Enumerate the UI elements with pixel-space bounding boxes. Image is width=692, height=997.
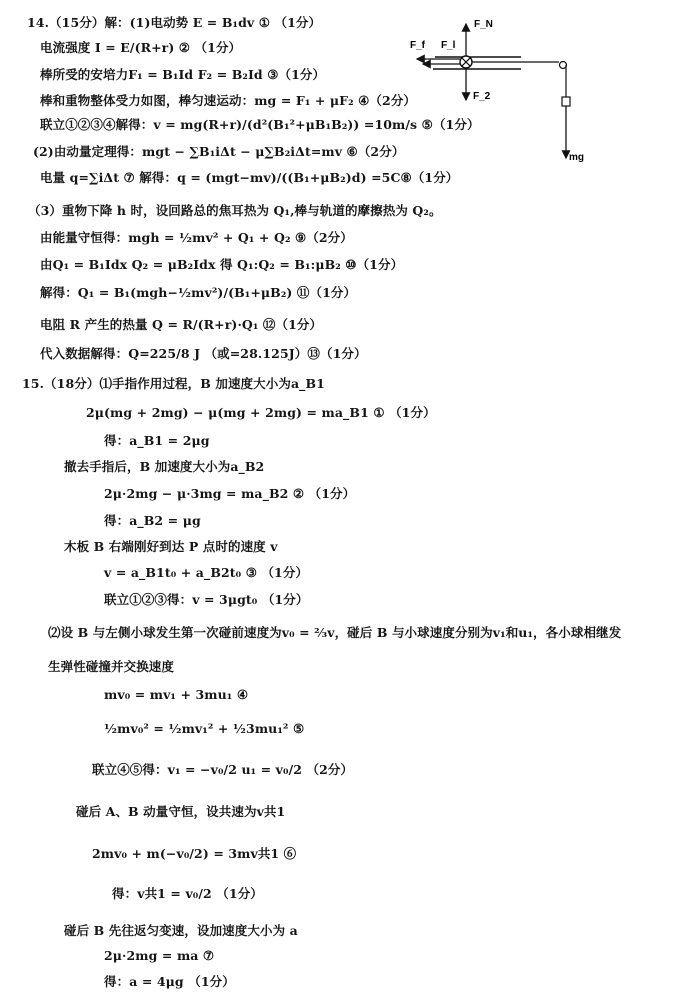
line-16: 得：a_B1 = 2μg [104,433,210,448]
line-4: 棒和重物整体受力如图，棒匀速运动：mg = F₁ + μF₂ ④（2分） [40,93,417,108]
line-13: 代入数据解得：Q=225/8 J （或=28.125J）⑬（1分） [40,346,367,361]
line-27: 联立④⑤得：v₁ = −v₀/2 u₁ = v₀/2 （2分） [92,762,354,777]
line-32: 2μ·2mg = ma ⑦ [104,948,215,963]
line-12: 电阻 R 产生的热量 Q = R/(R+r)·Q₁ ⑫（1分） [40,317,323,332]
hanging-weight [562,97,570,106]
line-14: 15.（18分）⑴手指作用过程，B 加速度大小为a_B1 [22,376,325,391]
line-23: ⑵设 B 与左侧小球发生第一次碰前速度为v₀ = ⅔v，碰后 B 与小球速度分别为v₁和u₁，各小球相继发 [48,625,622,640]
line-21: v = a_B1t₀ + a_B2t₀ ③ （1分） [104,565,309,580]
line-6: (2)由动量定理得：mgt − ∑B₁iΔt − μ∑B₂iΔt=mv ⑥（2分） [33,144,405,159]
line-20: 木板 B 右端刚好到达 P 点时的速度 v [64,539,278,554]
line-8: （3）重物下降 h 时，设回路总的焦耳热为 Q₁,棒与轨道的摩擦热为 Q₂。 [28,203,442,218]
line-24: 生弹性碰撞并交换速度 [48,659,175,674]
line-11: 解得：Q₁ = B₁(mgh−½mv²)/(B₁+μB₂) ⑪（1分） [40,285,357,300]
line-25: mv₀ = mv₁ + 3mu₁ ④ [104,687,249,702]
line-30: 得：v共1 = v₀/2 （1分） [112,886,263,901]
line-15: 2μ(mg + 2mg) − μ(mg + 2mg) = ma_B1 ① （1分） [86,405,436,420]
line-33: 得：a = 4μg （1分） [104,974,235,989]
line-3: 棒所受的安培力F₁ = B₁Id F₂ = B₂Id ③（1分） [40,67,326,82]
line-22: 联立①②③得：v = 3μgt₀ （1分） [104,592,309,607]
label-mg: mg [569,152,584,163]
line-1: 14.（15分）解：(1)电动势 E = B₁dv ① （1分） [27,15,322,30]
label-f2: F_2 [473,91,491,102]
line-26: ½mv₀² = ½mv₁² + ½3mu₁² ⑤ [104,721,305,736]
line-10: 由Q₁ = B₁Idx Q₂ = μB₂Idx 得 Q₁:Q₂ = B₁:μB₂ ⑩（1分） [40,257,404,272]
line-7: 电量 q=∑iΔt ⑦ 解得：q = (mgt−mv)/((B₁+μB₂)d) =5C⑧（1分） [40,170,459,185]
label-ff: F_f [410,40,425,51]
line-18: 2μ·2mg − μ·3mg = ma_B2 ② （1分） [104,486,356,501]
line-17: 撤去手指后，B 加速度大小为a_B2 [64,459,265,474]
line-9: 由能量守恒得：mgh = ½mv² + Q₁ + Q₂ ⑨（2分） [40,230,353,245]
line-29: 2mv₀ + m(−v₀/2) = 3mv共1 ⑥ [92,846,297,861]
label-fn: F_N [474,19,493,30]
line-2: 电流强度 I = E/(R+r) ② （1分） [40,40,242,55]
line-19: 得：a_B2 = μg [104,513,201,528]
line-5: 联立①②③④解得：v = mg(R+r)/(d²(B₁²+μB₁B₂)) =10m/s ⑤（1分） [40,117,480,132]
label-fl: F_l [441,40,456,51]
force-diagram [405,12,590,182]
line-31: 碰后 B 先往返匀变速，设加速度大小为 a [64,923,298,938]
line-28: 碰后 A、B 动量守恒，设共速为v共1 [76,804,286,819]
